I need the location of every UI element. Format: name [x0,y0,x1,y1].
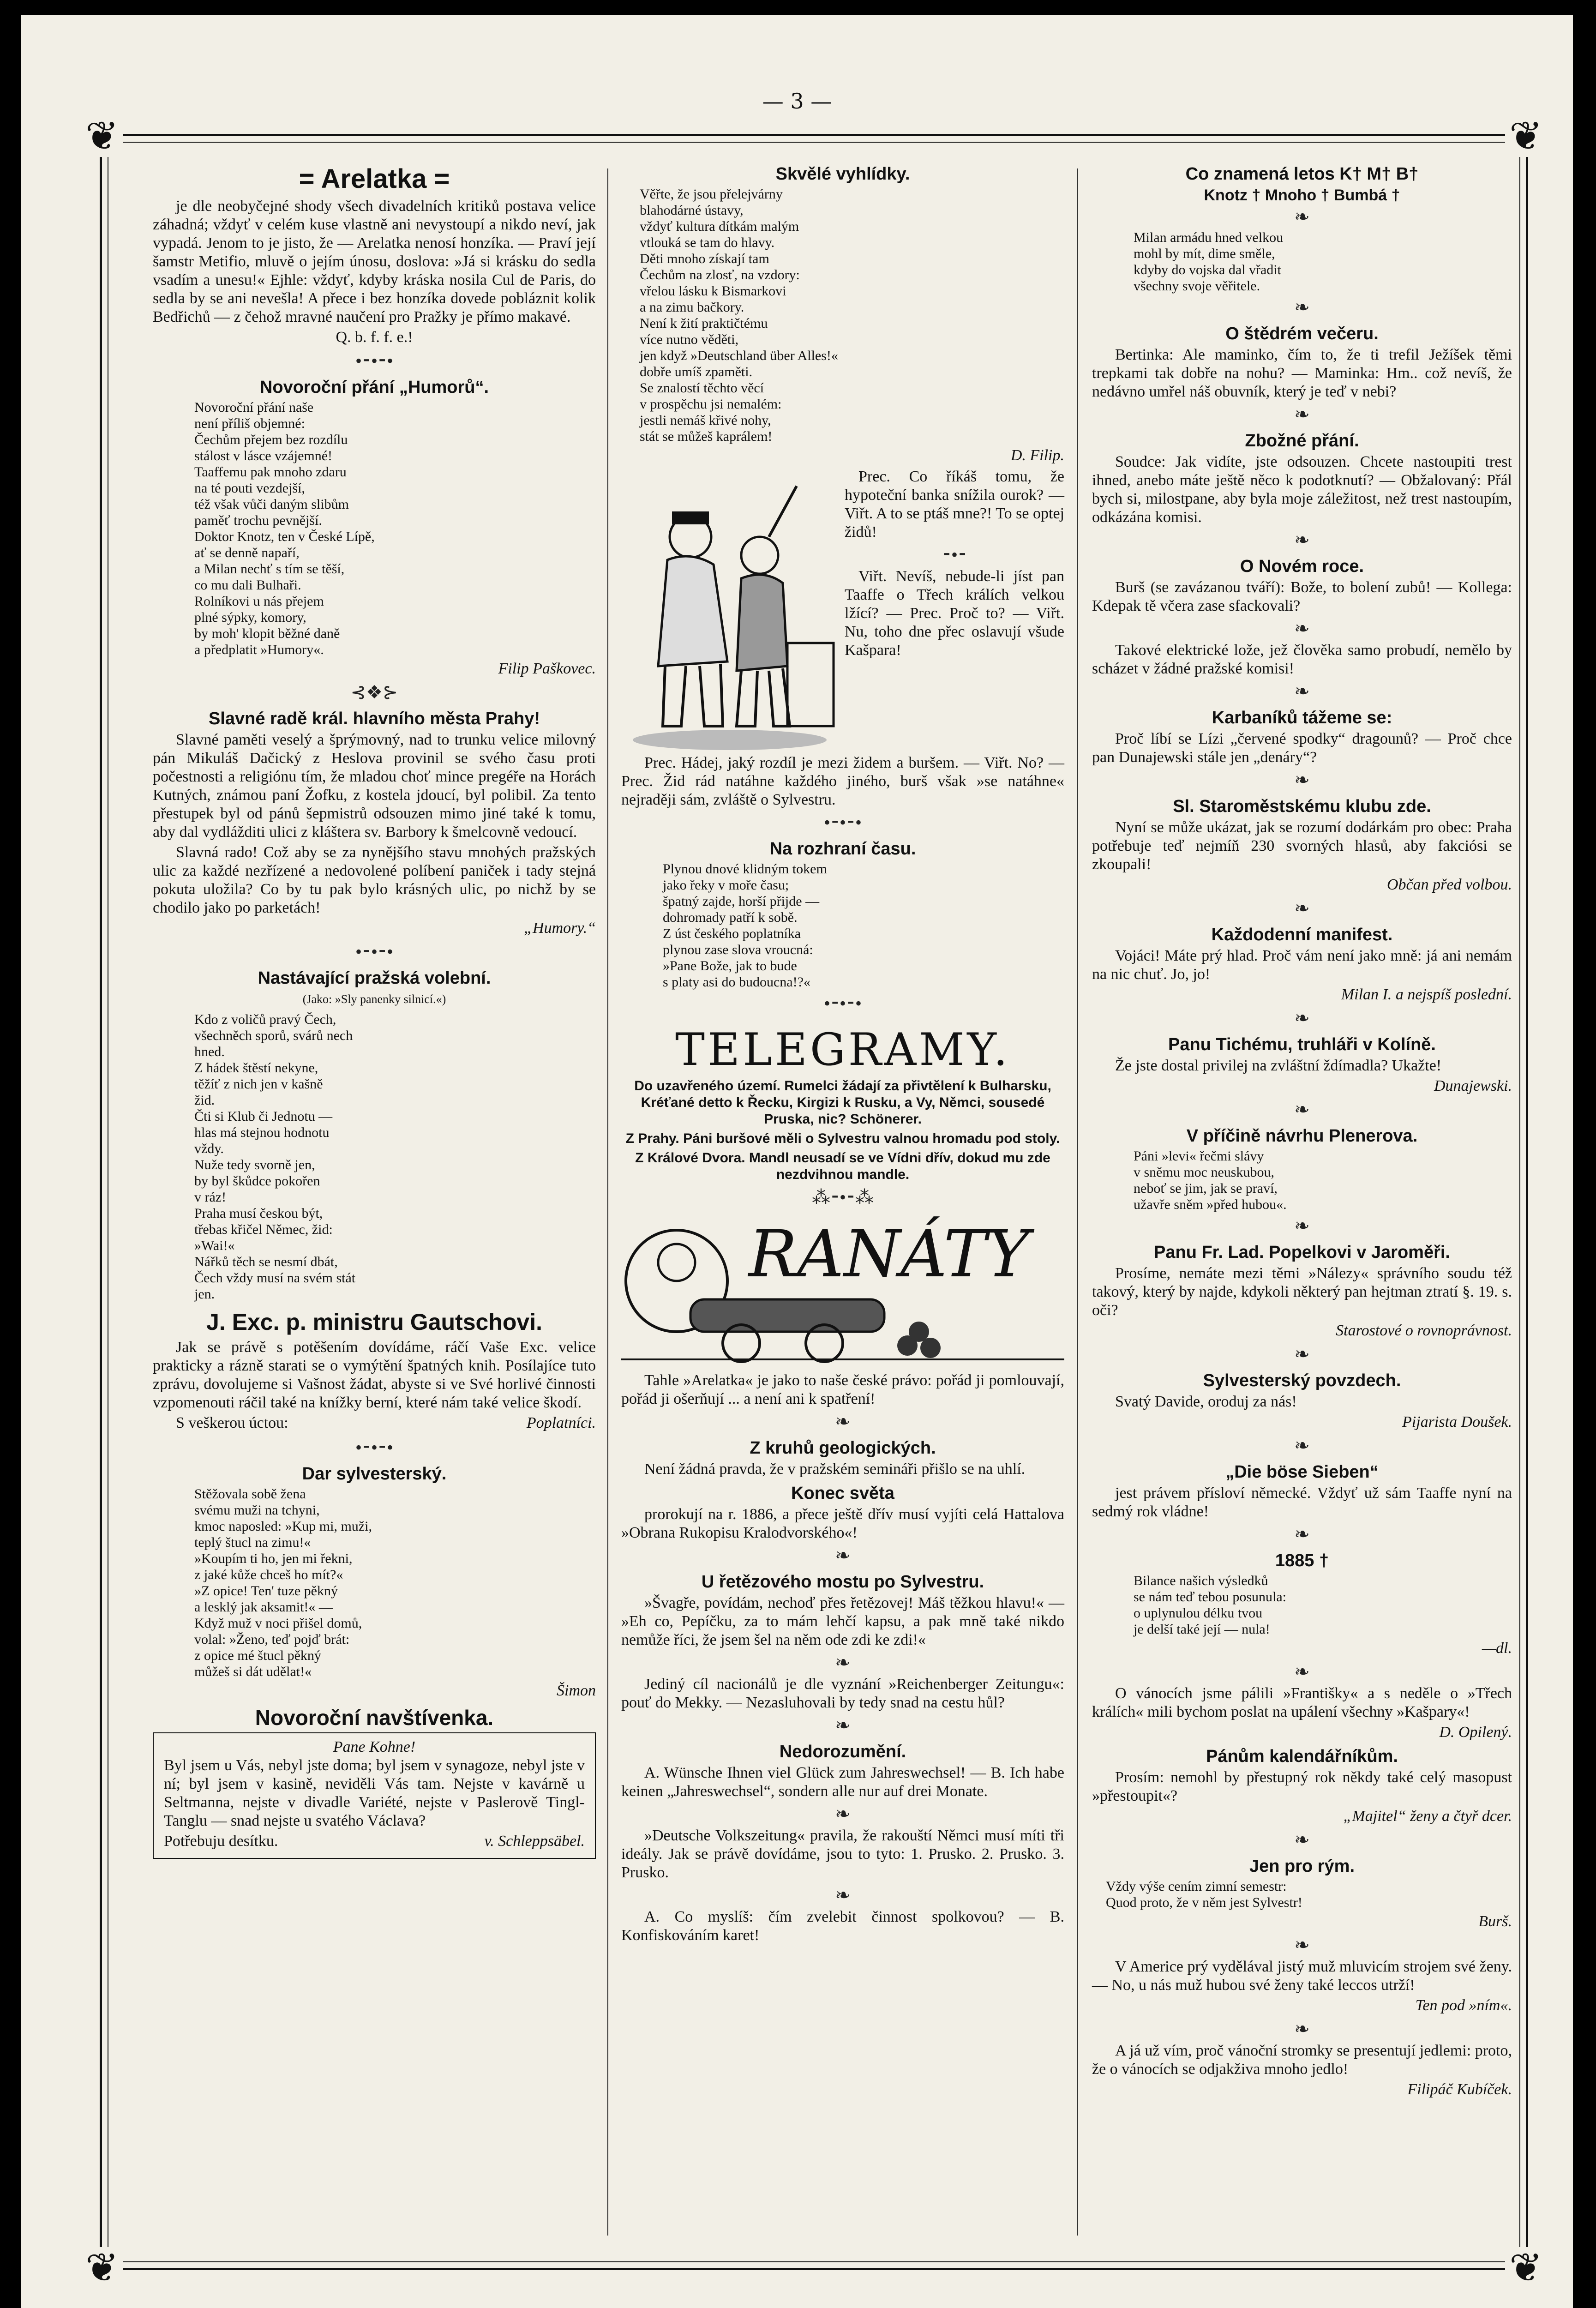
divider-ornament-icon: ❧ [1294,2019,1310,2039]
corner-ornament-icon: ❦ [81,115,123,157]
article-title: J. Exc. p. ministru Gautschovi. [206,1309,542,1335]
article-title: Konec světa [791,1484,894,1503]
article-text: Že jste dostal privilej na zvláštní ždímadla? Ukažte! [1115,1057,1442,1074]
signature: Poplatníci. [526,1414,596,1431]
article-text: Takové elektrické lože, jež člověka samo probudí, nemělo by scházet v žádné pražské komisi! [1092,642,1512,677]
signature: Milan I. a nejspíš poslední. [1341,986,1512,1003]
signature: „Majitel“ ženy a čtyř dcer. [1343,1808,1512,1825]
telegram: Z Králové Dvora. Mandl neusadí se ve Vídni dřív, dokud mu zde nezdvihnou mandle. [635,1150,1050,1182]
signature: Burš. [1478,1913,1512,1930]
signature: v. Schleppsäbel. [484,1833,585,1850]
article-text: Slavná rado! Což aby se za nynějšího stavu mnohých pražských ulic za každé nezřízené a nedovolené políbení paniček i tady stejná pokuta uložila? Co by tu pak bylo krásných ulic, po nichž by se chodilo jako po parketách! [153,844,596,916]
divider-ornament-icon: ❧ [1294,898,1310,919]
signature: Q. b. f. f. e.! [336,329,413,346]
article-text: A. Co myslíš: čím zvelebit činnost spolkovou? — B. Konfiskováním karet! [621,1908,1064,1944]
article-title: O štědrém večeru. [1225,324,1379,343]
article-text: Jediný cíl nacionálů je dle vyznání »Reichenberger Zeitungu«: pouť do Mekky. — Nezasluhovali by tedy snad na cestu hůl? [621,1676,1064,1711]
divider-ornament-icon: ❧ [1294,1008,1310,1028]
divider-ornament-icon: ❧ [1294,1935,1310,1955]
divider-ornament-icon: ❧ [1294,1829,1310,1850]
column-right [1092,164,1512,2102]
signature: Ten pod »ním«. [1415,1997,1512,2014]
article-title: Panu Tichému, truhláři v Kolíně. [1168,1035,1436,1054]
corner-ornament-icon: ❦ [1505,2247,1547,2289]
article-title: Slavné radě král. hlavního města Prahy! [208,709,540,728]
article-text: Slavné paměti veselý a šprýmovný, nad to trunku velice milovný pán Mikuláš Dačický z Heslova provinil se svého času proti počestnosti a religiónu tím, že mladou choť mince pregéře na Horách Kutných, známou paní Žofku, z kostela jdoucí, byl polibil. Za tento přestupek byl od pánů šepmistrů odsouzen mimo jiné také k tomu, aby dal vydlážditi ulici z kláštera sv. Barbory k šmelcovně vedoucí. [153,731,596,841]
article-title: Pánům kalendářníkům. [1206,1747,1398,1766]
visiting-card [153,1732,596,1859]
column-middle [621,164,1064,1947]
corner-ornament-icon: ❦ [1505,115,1547,157]
signature: Filip Paškovec. [498,660,596,677]
divider-ornament-icon: •⁃•⁃• [355,1437,393,1458]
signature: Dunajewski. [1434,1077,1512,1094]
closing: Potřebuju desítku. [164,1833,278,1850]
article-text: A. Wünsche Ihnen viel Glück zum Jahreswechsel! — B. Ich habe keinen „Jahreswechsel“, sondern alle nur auf drei Monate. [621,1764,1064,1800]
column-rule [1077,168,1078,2236]
page-number: — 3 — [762,89,832,114]
divider-ornament-icon: ❧ [835,1885,851,1905]
article-text: Nyní se může ukázat, jak se rozumí dodárkám pro obec: Praha potřebuje teď nejmíň 230 svorných hlasů, aby fakciósi se zkoupali! [1092,819,1512,873]
poem: Novoroční přání naše není příliš objemné: Čechům přejem bez rozdílu stálost v lásce vzájemné! Taaffemu pak mnoho zdaru na té pouti vezdejší, též však vůči daným slibům paměť trochu pevnější. Doktor Knotz, ten v České Lípě, ať se denně napaří, a Milan nechť s tím se těší, co mu dali Bulhaři. Rolníkovi u nás přejem plné sýpky, komory, by moh' klopit běžné daně a předplatit »Humory«. [194,400,375,657]
divider-ornament-icon: •⁃•⁃• [355,941,393,962]
cannon-illustration [621,1212,1064,1364]
article-title: Novoroční přání „Humorů“. [259,378,489,397]
article-title: Sl. Staroměstskému klubu zde. [1173,797,1431,816]
article-text: »Švagře, povídám, nechoď přes řetězovej! Máš těžkou hlavu!« — »Eh co, Pepíčku, za to mám lehčí kapsu, a pak mně také nikdo nemůže říci, že jsem šel na něm ode zdi ke zdi!« [621,1594,1064,1648]
article-text: jest právem přísloví německé. Vždyť už sám Taaffe nyní na sedmý rok vládne! [1092,1485,1512,1520]
page-frame [85,113,1543,2291]
divider-ornament-icon: ❧ [1294,769,1310,790]
divider-ornament-icon: •⁃•⁃• [823,812,862,833]
dialog-text: Prec. Co říkáš tomu, že hypoteční banka snížila ourok? — Viřt. A to se ptáš mne?! To se optej židů! [845,468,1064,541]
signature: —dl. [1482,1640,1512,1657]
dialog-text: Viřt. Nevíš, nebude-li jíst pan Taaffe o Třech králích velkou lžící? — Prec. Proč to? — Viřt. Nu, toho dne přec oslavují všude Kašpara! [845,568,1064,659]
article-title: Jen pro rým. [1249,1857,1355,1876]
illustration-two-men [621,468,838,754]
divider-ornament-icon: ❧ [1294,529,1310,550]
divider-ornament-icon: ❧ [1294,1661,1310,1682]
article-text: A já už vím, proč vánoční stromky se presentují jedlemi: proto, že o vánocích se odjakživa mnoho jedlo! [1092,2042,1512,2078]
divider-ornament-icon: ❧ [1294,1344,1310,1364]
divider-ornament-icon: ❧ [835,1803,851,1824]
article-title: Na rozhraní času. [769,839,916,859]
column-rule [607,168,608,2236]
divider-ornament-icon: ⁂⁃•⁃⁂ [811,1187,874,1208]
poem: Vždy výše cením zimní semestr: Quod proto, že v něm jest Sylvestr! [1106,1879,1302,1910]
article-title: Nedorozumění. [779,1742,906,1761]
article-text: O vánocích jsme pálili »Františky« a s neděle o »Třech králích« mili bychom poslat na upálení všechny »Kašpary«! [1092,1685,1512,1720]
article-text: Jak se právě s potěšením dovídáme, ráčí Vaše Exc. velice prakticky a rázně starati se o vymýtění špatných knih. Posílajíce tuto zprávu, dovolujeme si Vašnost žádat, abyste si ve Své horlivé činnosti vzpomenouti ráčil také na knížky berní, které nám také velice škodí. [153,1339,596,1411]
signature: „Humory.“ [524,920,596,937]
divider-ornament-icon: •⁃•⁃• [355,350,393,371]
divider-ornament-icon: ❧ [835,1652,851,1673]
poem: Stěžovala sobě žena svému muži na tchyni, kmoc naposled: »Kup mi, muži, teplý štucl na zimu!« »Koupím ti ho, jen mi řekni, z jaké kůže chceš ho mít?« »Z opice! Ten' tuze pěkný a lesklý jak aksamit!« — Když muž v noci přišel domů, volal: »Ženo, teď pojď brát: z opice mé štucl pěkný můžeš si dát udělat!« [194,1486,372,1679]
signature: Občan před volbou. [1386,876,1512,893]
article-subtitle: Knotz † Mnoho † Bumbá † [1204,186,1400,204]
divider-ornament-icon: ❧ [1294,297,1310,318]
article-text: »Deutsche Volkszeitung« pravila, že rakouští Němci musí míti tři ideály. Jak se právě dovídáme, jsou to tyto: 1. Prusko. 2. Prusko. 3. Prusko. [621,1827,1064,1881]
article-title: Co znamená letos K† M† B† [1185,164,1419,184]
divider-ornament-icon: ❧ [1294,1215,1310,1236]
divider-ornament-icon: ⁃•⁃ [942,544,967,565]
divider-ornament-icon: ❧ [1294,404,1310,425]
divider-ornament-icon: •⁃•⁃• [823,993,862,1014]
article-text: Není žádná pravda, že v pražském semináři přišlo se na uhlí. [644,1461,1026,1478]
article-title: Novoroční navštívenka. [255,1706,494,1730]
poem: Páni »levi« řečmi slávy v sněmu moc neuskubou, neboť se jim, jak se praví, užavře sněm »před hubou«. [1134,1148,1287,1212]
article-title: Panu Fr. Lad. Popelkovi v Jaroměři. [1154,1243,1450,1262]
signature: Pijarista Doušek. [1402,1413,1512,1430]
article-text: Proč líbí se Lízi „červené spodky“ dragounů? — Proč chce pan Dunajewski stále jen „denáry“? [1092,730,1512,766]
article-text: Prosím: nemohl by přestupný rok někdy také celý masopust »přestoupit«? [1092,1769,1512,1804]
divider-ornament-icon: ❧ [835,1545,851,1566]
article-title: Zbožné přání. [1245,431,1359,451]
signature: D. Opilený. [1439,1724,1512,1741]
article-title: Sylvesterský povzdech. [1203,1371,1401,1390]
article-title: Nastávající pražská volební. [258,968,491,988]
column-left [153,164,596,1859]
signature: Šimon [557,1682,596,1699]
divider-ornament-icon: ❧ [1294,1435,1310,1456]
article-title: U řetězového mostu po Sylvestru. [701,1572,984,1592]
poem: Bilance našich výsledků se nám teď tebou posunula: o uplynulou délku tvou je delší také její — nula! [1134,1573,1286,1637]
article-text: Svatý Davide, oroduj za nás! [1115,1393,1297,1410]
article-text: Tahle »Arelatka« je jako to naše české právo: pořád ji pomlouvají, pořád ji ošerňují ... a není ani k spatření! [621,1372,1064,1407]
article-title: Každodenní manifest. [1211,925,1393,944]
ranaty-logo: RANÁTY [748,1217,1030,1292]
article-text: Soudce: Jak vidíte, jste odsouzen. Chcete nastoupiti trest ihned, anebo máte ještě něco k podotknutí? — Obžalovaný: Přál bych si, milostpane, aby byla moje záležitost, než trest nastoupím, odkázána komisi. [1092,453,1512,526]
article-text: Vojáci! Máte prý hlad. Proč vám není jako mně: já ani nemám na nic chuť. Jo, jo! [1092,947,1512,983]
article-title: Dar sylvesterský. [302,1464,447,1484]
telegramy-heading: TELEGRAMY. [675,1024,1011,1076]
article-text: V Americe prý vydělával jistý muž mluvicím strojem své ženy. — No, u nás muž hubou své ženy také leccos utrží! [1092,1958,1512,1994]
article-title: „Die böse Sieben“ [1225,1462,1379,1482]
article-title: Karbaníků tážeme se: [1212,708,1392,727]
article-title: Skvělé vyhlídky. [775,164,910,184]
dialog-text: Prec. Hádej, jaký rozdíl je mezi židem a buršem. — Viřt. No? — Prec. Žid rád natáhne každého jiného, burš však »se natáhne« nejraději sám, zvláště o Sylvestru. [621,754,1064,808]
poem: Plynou dnové klidným tokem jako řeky v moře času; špatný zajde, horší přijde — dohromady patří k sobě. Z úst českého poplatníka plynou zase slova vroucná: »Pane Bože, jak to bude s platy asi do budoucna!?« [663,861,827,990]
divider-ornament-icon: ❧ [835,1411,851,1432]
poem: Věřte, že jsou přelejvárny blahodárné ústavy, vždyť kultura dítkám malým vtlouká se tam do hlavy. Děti mnoho získají tam Čechům na zlosť, na vzdory: vřelou lásku k Bismarkovi a na zimu bačkory. Není k žití praktičtému více nutno věděti, jen když »Deutschland über Alles!« dobře umíš zpaměti. Se znalostí těchto věcí v prospěchu jsi nemalém: jestli nemáš křivé nohy, stát se můžeš kaprálem! [640,186,838,444]
telegram: Do uzavřeného území. Rumelci žádají za přivtělení k Bulharsku, Kréťané detto k Řecku, Kirgizi k Rusku, a Vy, Němci, sousedé Pruska, nic? Schönerer. [634,1078,1051,1127]
signature: D. Filip. [1010,447,1064,464]
article-title: Z kruhů geologických. [750,1438,936,1458]
divider-ornament-icon: ❧ [1294,681,1310,702]
article-title: 1885 † [1275,1551,1329,1570]
article-title: V příčině návrhu Plenerova. [1186,1126,1418,1146]
corner-ornament-icon: ❦ [81,2247,123,2289]
closing: S veškerou úctou: [176,1414,288,1431]
tune-note: (Jako: »Sly panenky silnicí.«) [302,992,446,1006]
divider-ornament-icon: ❧ [1294,618,1310,639]
divider-ornament-icon: ❧ [1294,1099,1310,1120]
article-text: prorokují na r. 1886, a přece ještě dřív musí vyjíti celá Hattalova »Obrana Rukopisu Kralodvorského«! [621,1506,1064,1541]
salutation: Pane Kohne! [333,1738,416,1755]
article-text: Prosíme, nemáte mezi těmi »Nálezy« správního soudu též takový, který by najde, kdykoli některý pan hejtman ztratí §. 19. s. oči? [1092,1265,1512,1319]
divider-ornament-icon: ❧ [835,1715,851,1736]
divider-ornament-icon: ❧ [1294,1524,1310,1545]
poem: Kdo z voličů pravý Čech, všechněch sporů, svárů nech hned. Z hádek štěstí nekyne, těžíť z nich jen v kašně žid. Čti si Klub či Jednotu — hlas má stejnou hodnotu vždy. Nuže tedy svorně jen, by byl škůdce pokořen v ráz! Praha musí českou být, třebas křičel Němec, žid: »Wai!« Nářků těch se nesmí dbát, Čech vždy musí na svém stát jen. [194,1012,356,1302]
article-text: Burš (se zavázanou tváří): Bože, to bolení zubů! — Kollega: Kdepak tě včera zase sfackovali? [1092,579,1512,614]
signature: Starostové o rovnoprávnost. [1336,1322,1512,1339]
telegram: Z Prahy. Páni buršové měli o Sylvestru valnou hromadu pod stoly. [625,1131,1060,1146]
article-title: = Arelatka = [299,164,450,194]
ranaty-illustration [621,1212,1064,1369]
poem: Milan armádu hned velkou mohl by mít, dime směle, kdyby do vojska dal vřadit všechny svoje věřitele. [1134,230,1284,294]
newspaper-page [21,15,1573,2308]
signature: Filipáč Kubíček. [1407,2081,1512,2098]
divider-ornament-icon: ⊰❖⊱ [350,682,398,703]
article-text: Byl jsem u Vás, nebyl jste doma; byl jsem v synagoze, nebyl jste v ní; byl jsem v kasině, neviděli Vás tam. Nejste v kavárně u Seltmanna, nejste v divadle Variété, nejste v Paslerově Tingl-Tanglu — snad nejste u svatého Václava? [164,1757,585,1829]
article-text: je dle neobyčejné shody všech divadelních kritiků postava velice záhadná; vždyť v celém kuse vlastně ani nevystoupí a nikdo neví, jak vypadá. Jenom to je jisto, že — Arelatka nenosí honzíka. — Praví její šamstr Metifio, mluvě o jejím únosu, doslova: »Já si krásku do sedla vsadím a unesu!« Ejhle: vždyť, kdyby kráska nosila Cul de Paris, do sedla by se ani nevešla! A přece i bez honzíka dovede pobláznit kolik Bedřichů — z čehož mravné naučení pro Pražky je přímo makavé. [153,198,596,325]
article-text: Bertinka: Ale maminko, čím to, že ti trefil Ježíšek těmi trepkami tak dobře na nohu? — Maminka: Hm.. což nevíš, že nedávno umřel náš obuvník, který je teď v nebi? [1092,346,1512,400]
article-title: O Novém roce. [1240,557,1364,576]
divider-ornament-icon: ❧ [1294,206,1310,227]
